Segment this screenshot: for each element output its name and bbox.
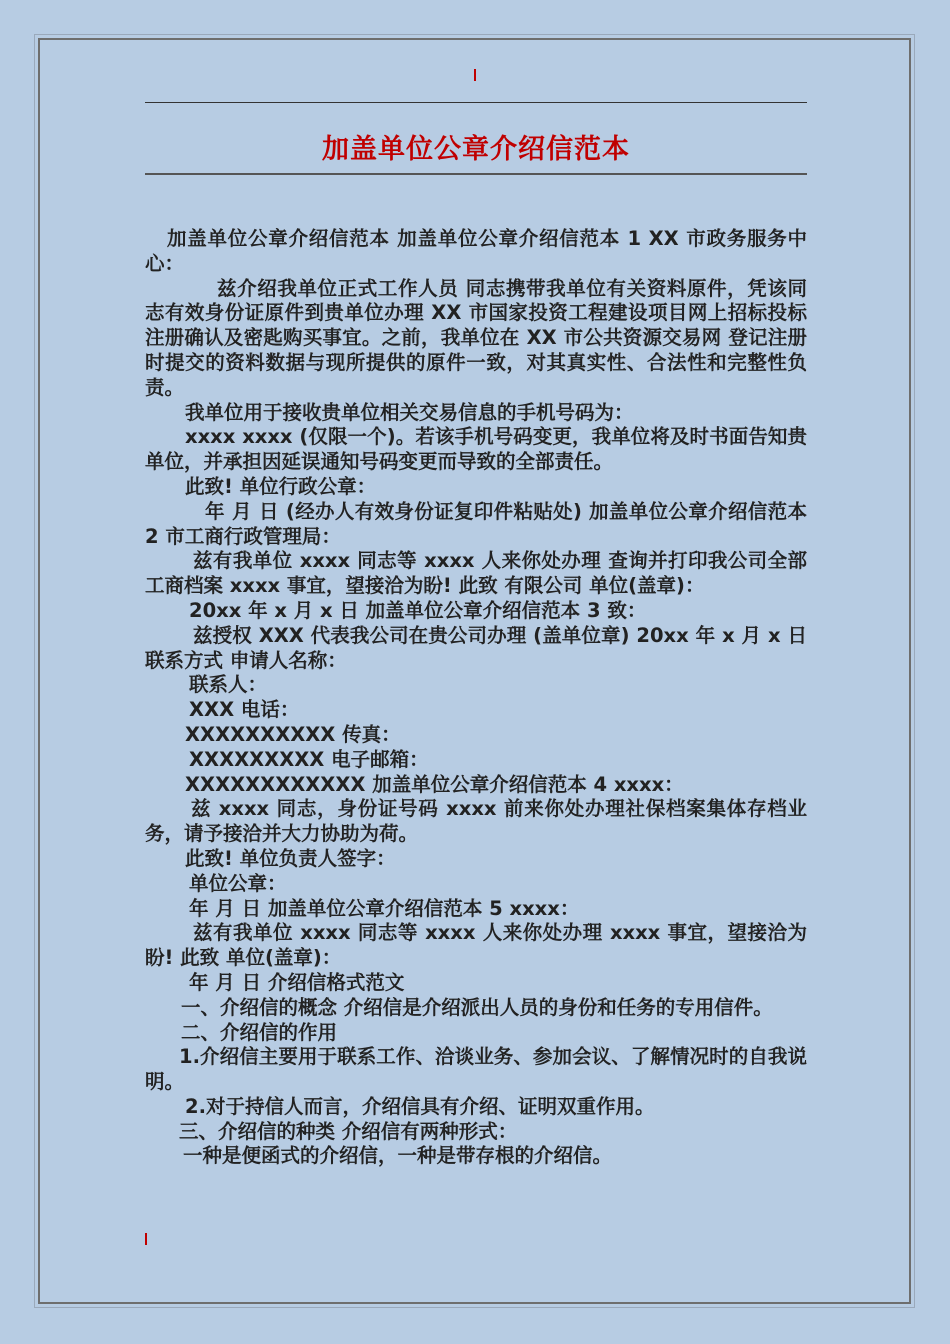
body-paragraph: 年 月 日 加盖单位公章介绍信范本 5 xxxx： xyxy=(189,896,580,920)
body-paragraph: xxxx xxxx (仅限一个)。若该手机号码变更，我单位将及时书面告知贵单位，并承担因延误通知号码变更而导致的全部责任。 xyxy=(145,425,807,474)
footer-cursor-mark xyxy=(145,1233,147,1245)
body-paragraph: 此致! 单位行政公章： xyxy=(185,474,377,498)
body-paragraph: 一、介绍信的概念 介绍信是介绍派出人员的身份和任务的专用信件。 xyxy=(181,995,773,1019)
body-paragraph: XXXXXXXXXXXX 加盖单位公章介绍信范本 4 xxxx： xyxy=(185,772,684,796)
body-paragraph: 兹授权 XXX 代表我公司在贵公司办理 (盖单位章) 20xx 年 x 月 x 日 联系方式 申请人名称： xyxy=(145,623,807,672)
document-title: 加盖单位公章介绍信范本 xyxy=(322,134,630,165)
body-paragraph: 兹 xxxx 同志，身份证号码 xxxx 前来你处办理社保档案集体存档业务，请予接洽并大力协助为荷。 xyxy=(145,797,807,846)
body-paragraph: 年 月 日 (经办人有效身份证复印件粘贴处) 加盖单位公章介绍信范本 2 市工商行政管理局： xyxy=(145,499,807,548)
body-paragraph: 二、介绍信的作用 xyxy=(181,1020,338,1044)
body-paragraph: 联系人： xyxy=(189,673,268,697)
body-paragraph: 兹介绍我单位正式工作人员 同志携带我单位有关资料原件，凭该同志有效身份证原件到贵单位办理 XX 市国家投资工程建设项目网上招标投标注册确认及密匙购买事宜。之前，我单位在 XX 市公共资源交易网 登记注册 时提交的资料数据与现所提供的原件一致，对其真实性、合法性和完整性负责。 xyxy=(145,276,807,399)
body-paragraph: 年 月 日 介绍信格式范文 xyxy=(189,970,405,994)
body-paragraph: 兹有我单位 xxxx 同志等 xxxx 人来你处办理 xxxx 事宜，望接洽为盼! 此致 单位(盖章)： xyxy=(145,921,807,970)
body-paragraph: 我单位用于接收贵单位相关交易信息的手机号码为： xyxy=(185,400,634,424)
body-paragraph: 加盖单位公章介绍信范本 加盖单位公章介绍信范本 1 XX 市政务服务中心： xyxy=(145,227,807,275)
header-cursor-mark xyxy=(474,69,476,81)
body-paragraph: 三、介绍信的种类 介绍信有两种形式： xyxy=(179,1119,518,1143)
title-rule xyxy=(145,173,807,175)
body-paragraph: 1.介绍信主要用于联系工作、洽谈业务、参加会议、了解情况时的自我说明。 xyxy=(145,1045,807,1094)
body-paragraph: 一种是便函式的介绍信，一种是带存根的介绍信。 xyxy=(183,1144,613,1168)
body-paragraph: XXXXXXXXX 电子邮箱： xyxy=(189,747,429,771)
body-paragraph: 20xx 年 x 月 x 日 加盖单位公章介绍信范本 3 致： xyxy=(189,598,647,622)
body-paragraph: XXX 电话： xyxy=(189,698,300,722)
body-paragraph: 2.对于持信人而言，介绍信具有介绍、证明双重作用。 xyxy=(185,1094,655,1118)
header-rule xyxy=(145,102,807,103)
body-paragraph: 单位公章： xyxy=(189,871,287,895)
document-body xyxy=(145,227,807,1169)
body-paragraph: XXXXXXXXXX 传真： xyxy=(185,722,401,746)
body-paragraph: 兹有我单位 xxxx 同志等 xxxx 人来你处办理 查询并打印我公司全部工商档案 xxxx 事宜，望接洽为盼! 此致 有限公司 单位(盖章)： xyxy=(145,549,807,598)
body-paragraph: 此致! 单位负责人签字： xyxy=(185,846,396,870)
